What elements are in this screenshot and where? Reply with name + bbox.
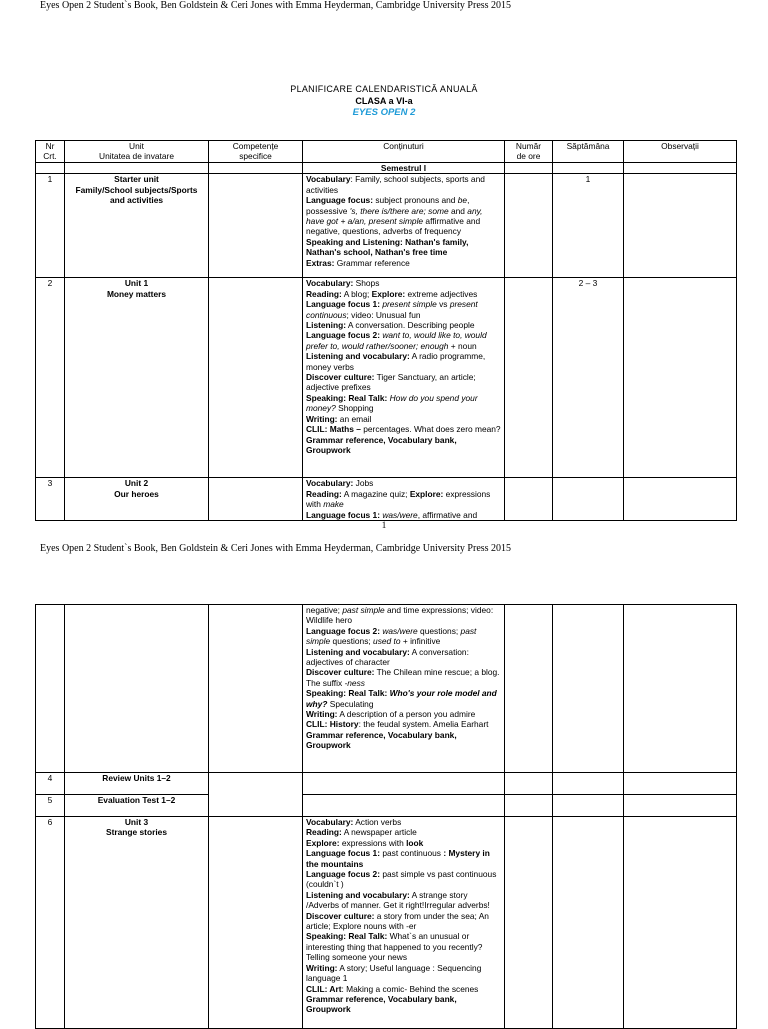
- row-content: Vocabulary: Action verbs Reading: A newspaper article Explore: expressions with look Language focus 1: past continuous : Mystery in the mountains Language focus 2: past simple vs past continuous (couldn`t ) Listening and vocabulary: A strange story /Adverbs of manner. Get it right!Irregular adverbs! Discover culture: a story from under the sea; An article; Explore nouns with -er Speaking: Real Talk: What`s an unusual or interesting thing that happened to you recently?Telling someone your news Writing: A story; Useful language : Sequencing language 1 CLIL: Art: Making a comic- Behind the scenes Grammar reference, Vocabulary bank, Groupwork: [303, 817, 505, 1029]
- row-nr: 5: [36, 795, 65, 817]
- doc-title: PLANIFICARE CALENDARISTICĂ ANUALĂ: [290, 84, 478, 94]
- row-unit: Starter unit Family/School subjects/Sports and activities: [65, 174, 209, 278]
- row-nr: 6: [36, 817, 65, 1029]
- header-nr: Nr Crt.: [36, 141, 65, 163]
- row-unit: Review Units 1–2: [65, 773, 209, 795]
- row-nr: 3: [36, 478, 65, 521]
- page-number: 1: [381, 520, 387, 530]
- row-nr: 1: [36, 174, 65, 278]
- row-content: Vocabulary: Shops Reading: A blog; Explore: extreme adjectives Language focus 1: present simple vs present continuous; video: Unusual fun Listening: A conversation. Describing people Language focus 2: want to, would like to, would prefer to, would rather/sooner; enough + noun Listening and vocabulary: A radio programme, money verbs Discover culture: Tiger Sanctuary, an article; adjective prefixes Speaking: Real Talk: How do you spend your money? Shopping Writing: an email CLIL: Maths – percentages. What does zero mean? Grammar reference, Vocabulary bank, Groupwork: [303, 278, 505, 478]
- table-row: [36, 478, 737, 521]
- table-row: [36, 605, 737, 773]
- row-week: 2 – 3: [553, 278, 624, 478]
- table-row: [36, 795, 737, 817]
- row-unit: Evaluation Test 1–2: [65, 795, 209, 817]
- table-row: [36, 773, 737, 795]
- header-unit: Unit Unitatea de invatare: [65, 141, 209, 163]
- book-title: EYES OPEN 2: [352, 107, 416, 118]
- source-line: Eyes Open 2 Student`s Book, Ben Goldstein & Ceri Jones with Emma Heyderman, Cambridge University Press 2015: [40, 543, 512, 554]
- row-nr: 2: [36, 278, 65, 478]
- row-content: Vocabulary: Family, school subjects, sports and activities Language focus: subject pronouns and be, possessive 's, there is/there are; some and any, have got + a/an, present simple affirmative and negative, questions, adverbs of frequency Speaking and Listening: Nathan's family, Nathan's school, Nathan's free time Extras: Grammar reference: [303, 174, 505, 278]
- row-unit: Unit 1 Money matters: [65, 278, 209, 478]
- table-row: [36, 817, 737, 1029]
- planning-table-page-2: [35, 604, 737, 1029]
- header-saptamana: Săptămâna: [553, 141, 624, 163]
- source-line: Eyes Open 2 Student`s Book, Ben Goldstein & Ceri Jones with Emma Heyderman, Cambridge University Press 2015: [40, 0, 512, 11]
- header-ore: Număr de ore: [505, 141, 553, 163]
- semester-label: Semestrul I: [303, 163, 505, 174]
- table-row: [36, 174, 737, 278]
- header-continuturi: Conținuturi: [303, 141, 505, 163]
- header-observatii: Observații: [624, 141, 737, 163]
- title-block: [0, 83, 768, 119]
- row-unit: Unit 3 Strange stories: [65, 817, 209, 1029]
- row-nr: 4: [36, 773, 65, 795]
- header-competente: Competențe specifice: [209, 141, 303, 163]
- row-unit: Unit 2 Our heroes: [65, 478, 209, 521]
- class-title: CLASA a VI-a: [355, 96, 413, 106]
- row-content: negative; past simple and time expressions; video: Wildlife hero Language focus 2: was/were questions; past simple questions; used to + infinitive Listening and vocabulary: A conversation: adjectives of character Discover culture: The Chilean mine rescue; a blog. The suffix -ness Speaking: Real Talk: Who's your role model and why? Speculating Writing: A description of a person you admire CLIL: History: the feudal system. Amelia Earhart Grammar reference, Vocabulary bank, Groupwork: [303, 605, 505, 773]
- planning-table-page-1: [35, 140, 737, 521]
- row-week: 1: [553, 174, 624, 278]
- row-content: Vocabulary: Jobs Reading: A magazine quiz; Explore: expressions with make Language focus 1: was/were, affirmative and: [303, 478, 505, 521]
- table-row: [36, 278, 737, 478]
